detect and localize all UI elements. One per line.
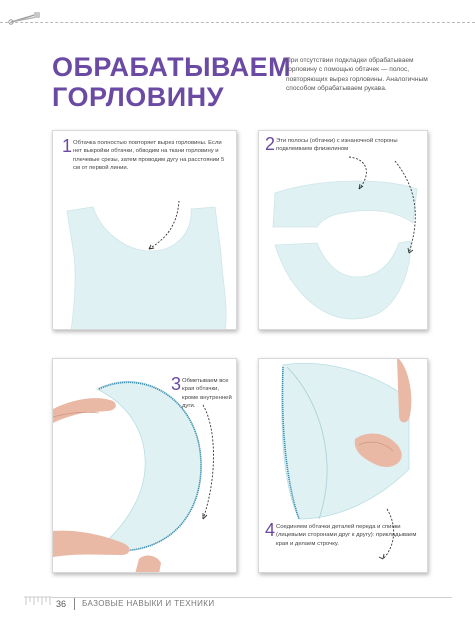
step-2 (265, 135, 425, 165)
page-title-line2: ГОРЛОВИНУ (52, 82, 224, 112)
step-2-panel (258, 130, 428, 330)
intro-paragraph: При отсутствии подкладки обрабатываем горловину с помощью обтачек — полос, повторяющих вырез горловины. Аналогичным способом обрабатываем рукава. (286, 57, 428, 93)
step-3-panel (52, 358, 237, 573)
ruler-icon (24, 591, 52, 611)
step-4-panel (258, 358, 428, 573)
step-1-number: 1 (62, 136, 73, 156)
step-1-text: Обтачка полностью повторяет вырез горловины. Если нет выкройки обтачки, обводим на ткани горловину и плечевые срезы, затем проводим дугу на расстоянии 5 см от первой линии. (73, 140, 225, 172)
section-title: БАЗОВЫЕ НАВЫКИ И ТЕХНИКИ (82, 599, 215, 608)
page-title-line1: ОБРАБАТЫВАЕМ (52, 52, 292, 82)
step-1-panel (52, 130, 237, 330)
step-4 (265, 521, 425, 571)
step-4-number: 4 (265, 520, 276, 540)
footer-divider (52, 597, 452, 598)
page-number: 36 (56, 599, 67, 609)
safety-pin-icon (8, 8, 42, 28)
page-title (52, 52, 291, 112)
step-3-text: Обметываем все края обтачки, кроме внутренней дуги. (182, 378, 232, 410)
step-2-text: Эти полосы (обтачки) с изнаночной стороны подклеиваем флизелином (276, 138, 398, 153)
top-stitch-line (0, 22, 475, 23)
step-4-text: Соединяем обтачки деталей переда и спинки (лицевыми сторонами друг к другу): прикладываем края и делаем строчку. (276, 524, 417, 547)
step-3-number: 3 (171, 374, 182, 394)
step-3 (171, 375, 235, 445)
step-1 (62, 137, 227, 187)
step-2-number: 2 (265, 134, 276, 154)
footer-separator (74, 598, 75, 610)
